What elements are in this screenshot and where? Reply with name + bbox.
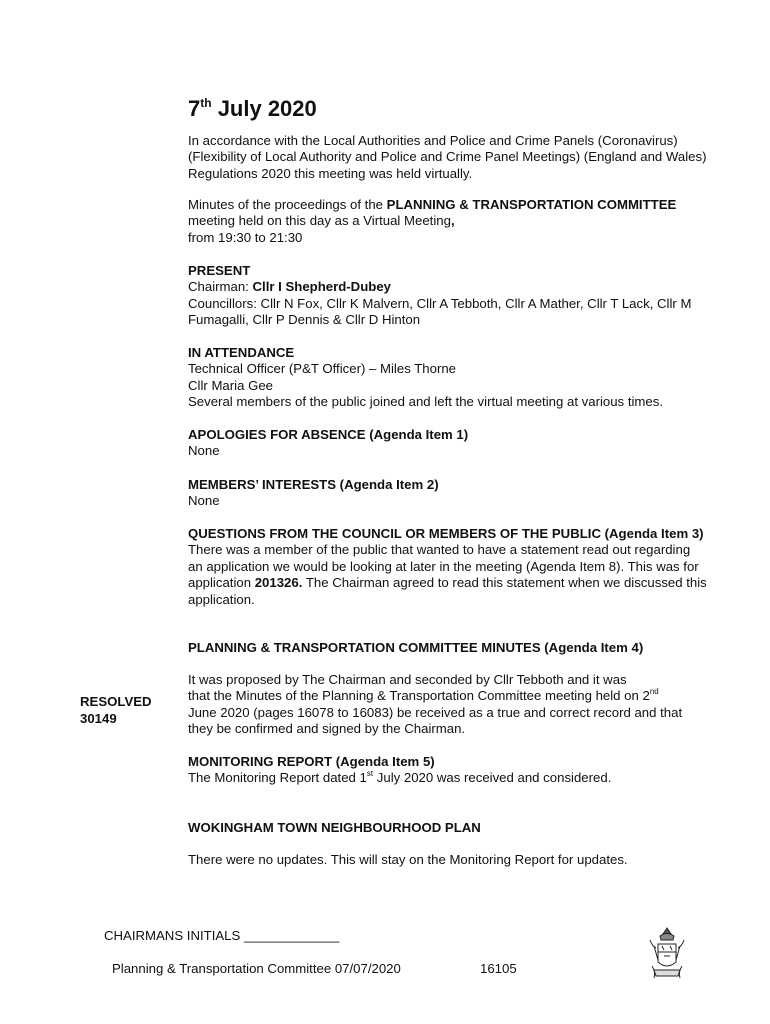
page-title: 7th July 2020 xyxy=(188,96,317,121)
page-number: 16105 xyxy=(480,961,517,976)
footer-committee-date: Planning & Transportation Committee 07/07/2020 xyxy=(112,961,401,976)
resolved-label: RESOLVED 30149 xyxy=(80,693,170,727)
questions-section: QUESTIONS FROM THE COUNCIL OR MEMBERS OF THE PUBLIC (Agenda Item 3) There was a member of the public that wanted to have a statement read out regarding an application we would be looking at later in the meeting (Agenda Item 8). This was for application 201326. The Chairman agreed to read this statement when we discussed this application. xyxy=(188,526,707,607)
councillors-list: Councillors: Cllr N Fox, Cllr K Malvern, Cllr A Tebboth, Cllr A Mather, Cllr T Lack, Cllr M Fumagalli, Cllr P Dennis & Cllr D Hinton xyxy=(188,295,692,328)
neighbourhood-text: There were no updates. This will stay on the Monitoring Report for updates. xyxy=(188,852,628,867)
interests-section: MEMBERS’ INTERESTS (Agenda Item 2) None xyxy=(188,477,439,509)
resolution-number: 30149 xyxy=(80,711,117,726)
present-heading: PRESENT xyxy=(188,263,251,278)
present-section: PRESENT Chairman: Cllr I Shepherd-Dubey Councillors: Cllr N Fox, Cllr K Malvern, Cllr A Tebboth, Cllr A Mather, Cllr T Lack, Cllr M Fumagalli, Cllr P Dennis & Cllr D Hinton xyxy=(188,263,708,329)
attendance-section: IN ATTENDANCE Technical Officer (P&T Officer) – Miles Thorne Cllr Maria Gee Several members of the public joined and left the virtual meeting at various times. xyxy=(188,345,663,410)
ptminutes-paragraph: It was proposed by The Chairman and seconded by Cllr Tebboth and it was that the Minutes of the Planning & Transportation Committee meeting held on 2nd June 2020 (pages 16078 to 16083) be received as a true and correct record and that they be confirmed and signed by the Chairman. xyxy=(188,672,683,737)
apologies-section: APOLOGIES FOR ABSENCE (Agenda Item 1) None xyxy=(188,427,469,459)
monitoring-section: MONITORING REPORT (Agenda Item 5) The Monitoring Report dated 1st July 2020 was received and considered. xyxy=(188,754,612,786)
intro-paragraph: In accordance with the Local Authorities and Police and Crime Panels (Coronavirus) (Flexibility of Local Authority and Police and Crime Panel Meetings) (England and Wales) Regulations 2020 this meeting was held virtually. xyxy=(188,133,707,181)
neighbourhood-heading: WOKINGHAM TOWN NEIGHBOURHOOD PLAN xyxy=(188,820,481,835)
ptminutes-heading: PLANNING & TRANSPORTATION COMMITTEE MINUTES (Agenda Item 4) xyxy=(188,640,644,655)
chairman-name: Cllr I Shepherd-Dubey xyxy=(252,279,391,295)
town-crest-icon xyxy=(646,926,688,982)
minutes-paragraph: Minutes of the proceedings of the PLANNING & TRANSPORTATION COMMITTEE meeting held on this day as a Virtual Meeting, from 19:30 to 21:30 xyxy=(188,197,677,245)
chairmans-initials: CHAIRMANS INITIALS _____________ xyxy=(104,928,340,943)
